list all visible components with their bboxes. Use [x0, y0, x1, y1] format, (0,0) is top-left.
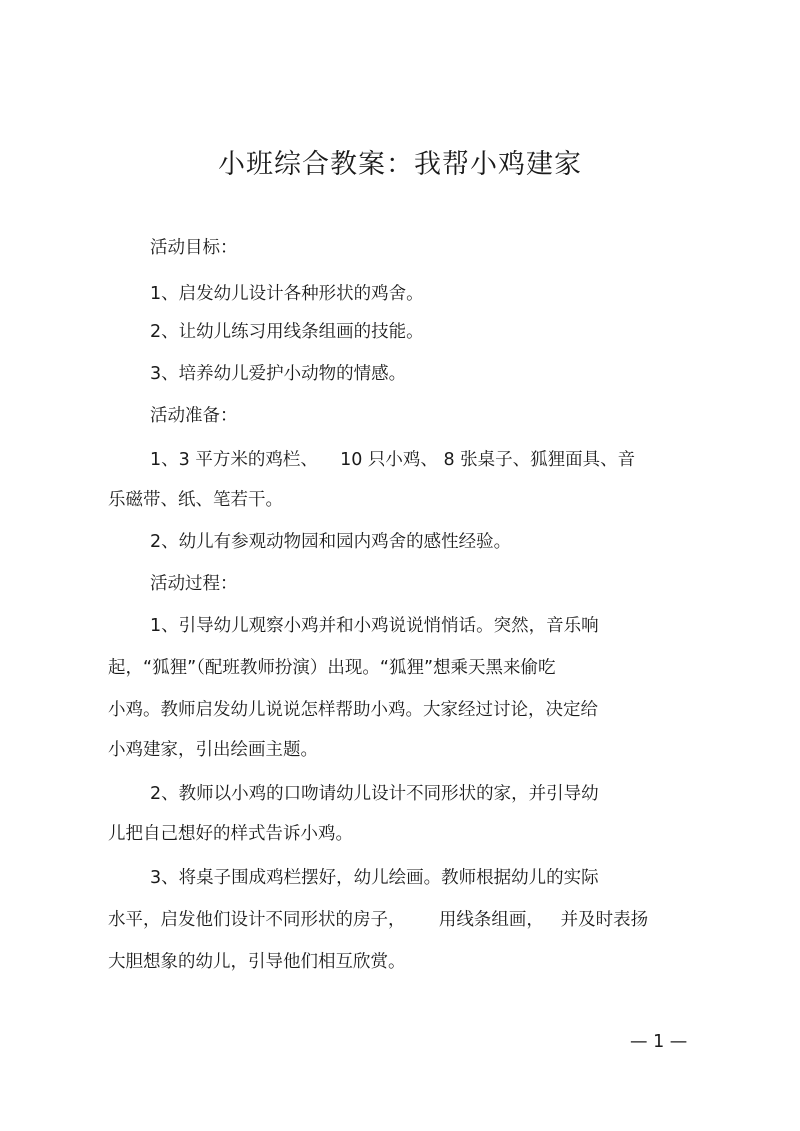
process-item-3-line-2: 水平，启发他们设计不同形状的房子， 用线条组画， 并及时表扬	[108, 910, 649, 930]
page-number: — 1 —	[630, 1032, 688, 1052]
document-title: 小班综合教案：我帮小鸡建家	[218, 149, 582, 180]
goal-item-1: 1、启发幼儿设计各种形状的鸡舍。	[150, 284, 424, 304]
section-heading-goals: 活动目标：	[150, 238, 238, 258]
process-item-3-line-3: 大胆想象的幼儿，引导他们相互欣赏。	[108, 952, 406, 972]
section-heading-process: 活动过程：	[150, 574, 238, 594]
process-item-3-line-1: 3、将桌子围成鸡栏摆好，幼儿绘画。教师根据幼儿的实际	[150, 868, 599, 888]
goal-item-2: 2、让幼儿练习用线条组画的技能。	[150, 322, 424, 342]
preparation-item-2: 2、幼儿有参观动物园和园内鸡舍的感性经验。	[150, 532, 512, 552]
process-item-1-line-4: 小鸡建家，引出绘画主题。	[108, 740, 318, 760]
process-item-2-line-2: 儿把自己想好的样式告诉小鸡。	[108, 824, 353, 844]
goal-item-3: 3、培养幼儿爱护小动物的情感。	[150, 364, 407, 384]
process-item-1-line-1: 1、引导幼儿观察小鸡并和小鸡说说悄悄话。突然，音乐响	[150, 616, 599, 636]
preparation-item-1-line-2: 乐磁带、纸、笔若干。	[108, 490, 283, 510]
section-heading-preparation: 活动准备：	[150, 406, 238, 426]
process-item-1-line-3: 小鸡。教师启发幼儿说说怎样帮助小鸡。大家经过讨论，决定给	[108, 700, 598, 720]
process-item-1-line-2: 起，“狐狸”（配班教师扮演）出现。“狐狸”想乘天黑来偷吃	[108, 658, 556, 678]
preparation-item-1-line-1: 1、3 平方米的鸡栏、 10 只小鸡、 8 张桌子、狐狸面具、音	[150, 450, 636, 470]
process-item-2-line-1: 2、教师以小鸡的口吻请幼儿设计不同形状的家，并引导幼	[150, 784, 599, 804]
